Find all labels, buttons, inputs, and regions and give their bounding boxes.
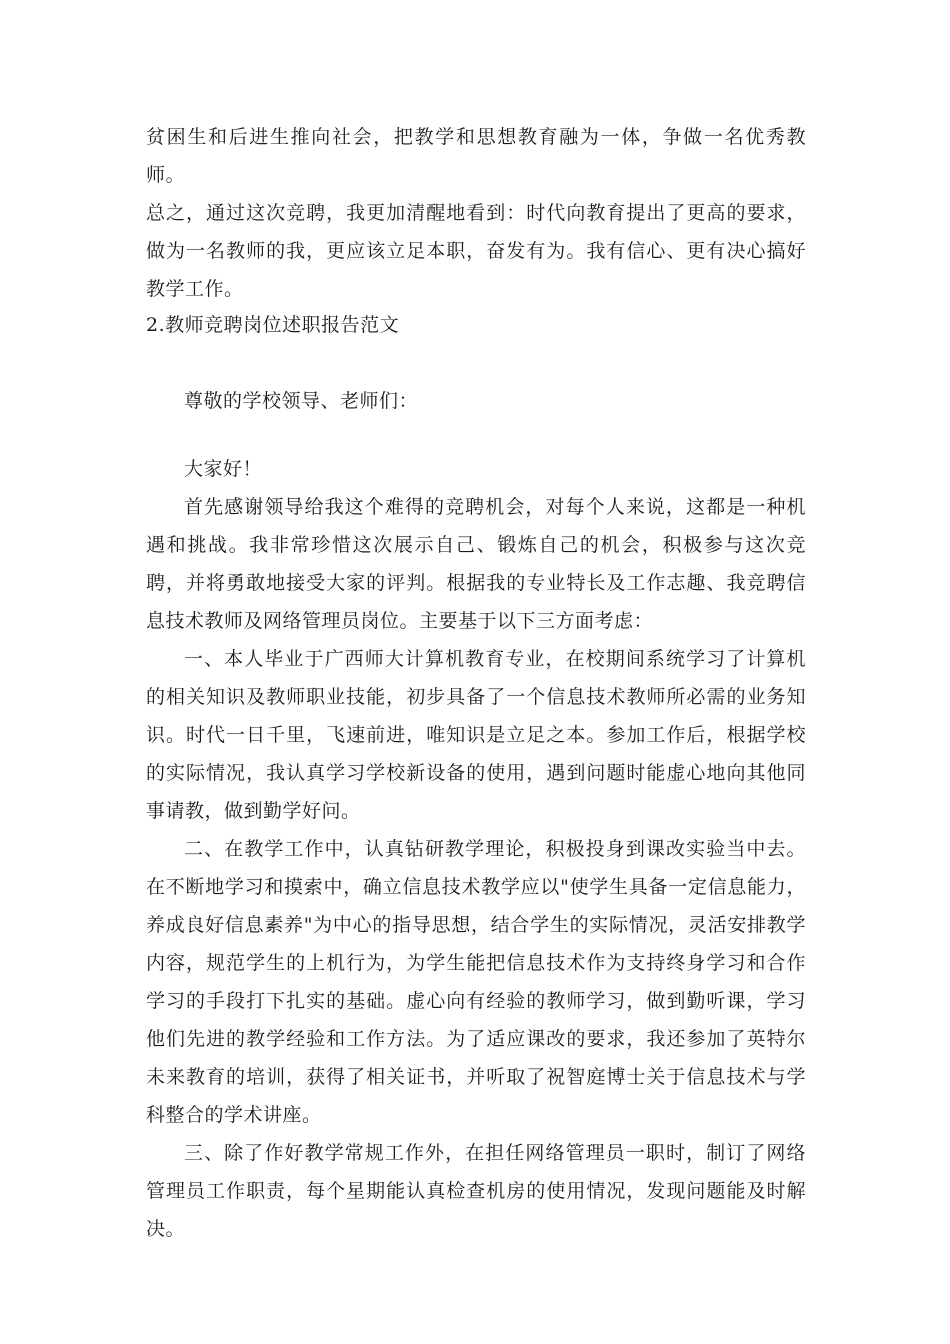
paragraph: 贫困生和后进生推向社会，把教学和思想教育融为一体，争做一名优秀教师。 — [146, 126, 806, 186]
paragraph: 首先感谢领导给我这个难得的竞聘机会，对每个人来说，这都是一种机遇和挑战。我非常珍惜这次展示自己、锻炼自己的机会，积极参与这次竞聘，并将勇敢地接受大家的评判。根据我的专业特长及工作志趣、我竞聘信息技术教师及网络管理员岗位。主要基于以下三方面考虑： — [146, 496, 806, 632]
greeting: 大家好！ — [184, 458, 263, 480]
section-heading: 2.教师竞聘岗位述职报告范文 — [146, 314, 400, 336]
paragraph: 二、在教学工作中，认真钻研教学理论，积极投身到课改实验当中去。在不断地学习和摸索中，确立信息技术教学应以"使学生具备一定信息能力，养成良好信息素养"为中心的指导思想，结合学生的实际情况，灵活安排教学内容，规范学生的上机行为，为学生能把信息技术作为支持终身学习和合作学习的手段打下扎实的基础。虚心向有经验的教师学习，做到勤听课，学习他们先进的教学经验和工作方法。为了适应课改的要求，我还参加了英特尔未来教育的培训，获得了相关证书，并听取了祝智庭博士关于信息技术与学科整合的学术讲座。 — [146, 838, 806, 1126]
salutation: 尊敬的学校领导、老师们： — [184, 390, 419, 412]
continuation-text — [146, 118, 806, 308]
paragraph: 三、除了作好教学常规工作外，在担任网络管理员一职时，制订了网络管理员工作职责，每个星期能认真检查机房的使用情况，发现问题能及时解决。 — [146, 1142, 806, 1240]
paragraph: 总之，通过这次竞聘，我更加清醒地看到：时代向教育提出了更高的要求，做为一名教师的我，更应该立足本职，奋发有为。我有信心、更有决心搞好教学工作。 — [146, 202, 806, 300]
report-body — [146, 450, 806, 1248]
paragraph: 一、本人毕业于广西师大计算机教育专业，在校期间系统学习了计算机的相关知识及教师职业技能，初步具备了一个信息技术教师所必需的业务知识。时代一日千里，飞速前进，唯知识是立足之本。参加工作后，根据学校的实际情况，我认真学习学校新设备的使用，遇到问题时能虚心地向其他同事请教，做到勤学好问。 — [146, 648, 806, 822]
